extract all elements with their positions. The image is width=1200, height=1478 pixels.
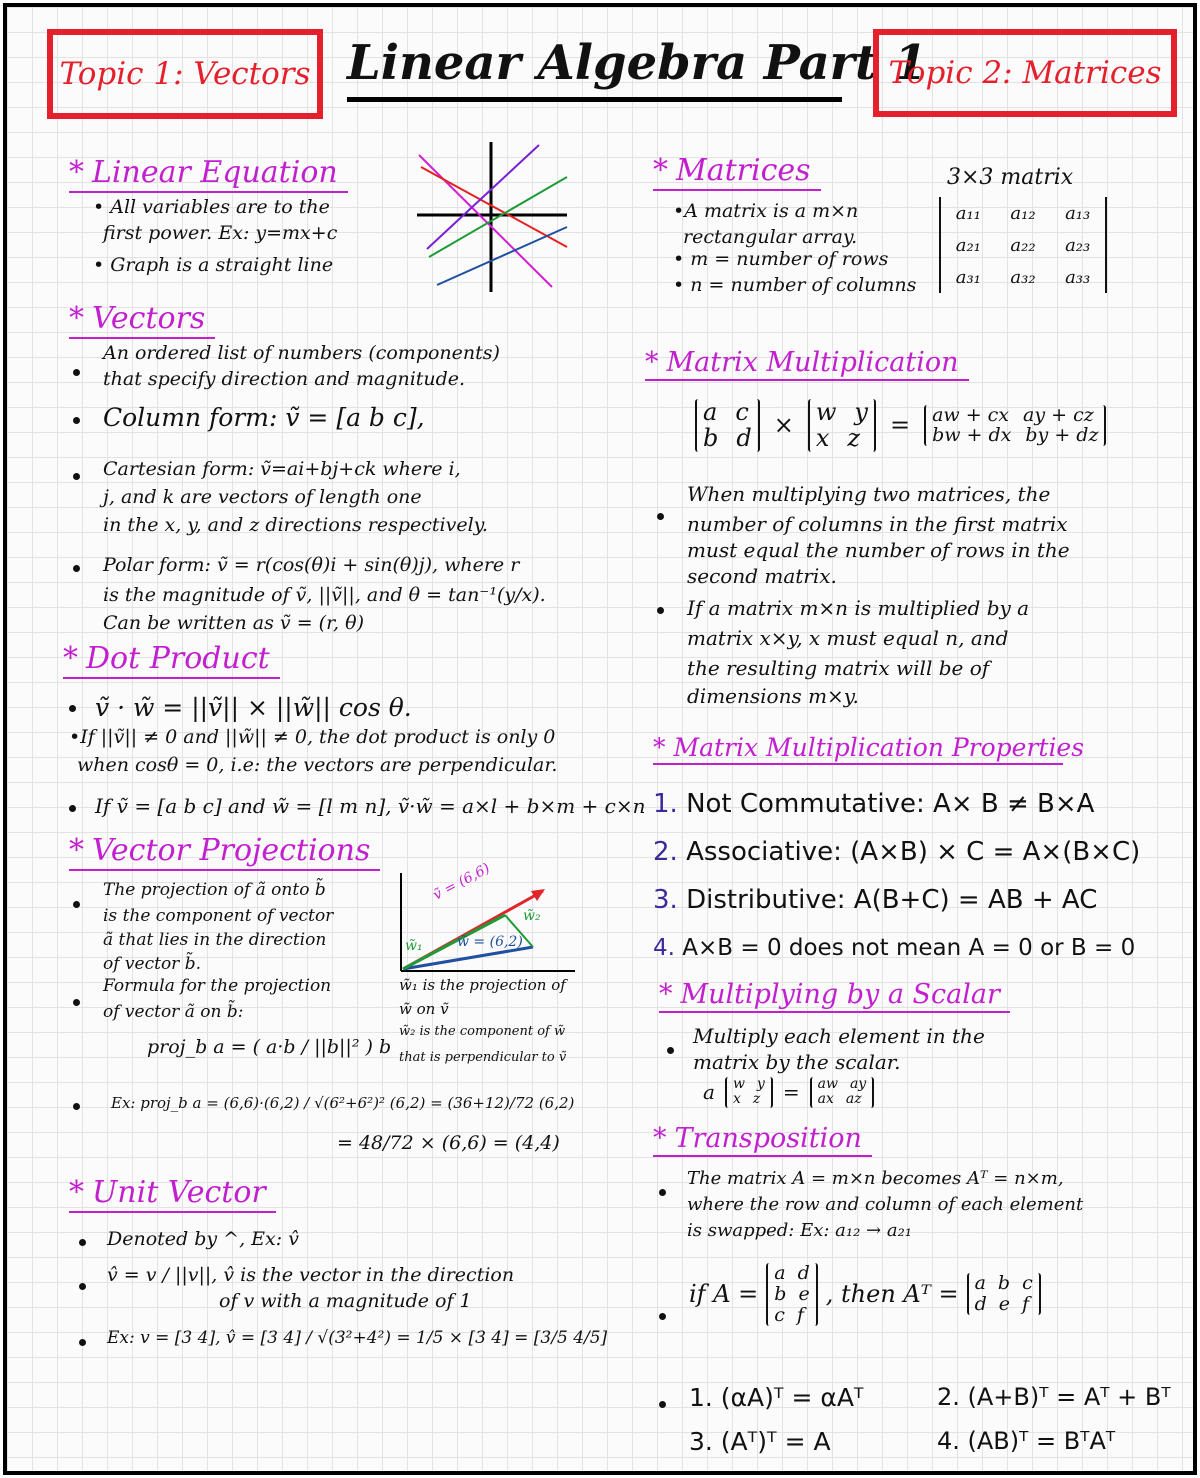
- notes-page: [3, 3, 1197, 1475]
- graph-line-magenta: [419, 155, 552, 287]
- scalar-matrix: w y x z: [725, 1077, 773, 1108]
- bullet: [73, 369, 80, 376]
- scalar-line2: matrix by the scalar.: [693, 1050, 901, 1074]
- projection-formula-intro1: Formula for the projection: [103, 976, 332, 996]
- mult-rule-line4: second matrix.: [687, 564, 837, 588]
- mult-dim-line4: dimensions m×y.: [687, 684, 859, 708]
- mult-dim-line1: If a matrix m×n is multiplied by a: [687, 596, 1030, 620]
- matrices-line4: • n = number of columns: [673, 274, 917, 296]
- unit-vector-definition2: of v with a magnitude of 1: [219, 1290, 472, 1312]
- bullet: [73, 473, 80, 480]
- matrices-heading: * Matrices: [653, 153, 821, 191]
- unit-vector-heading: * Unit Vector: [69, 1175, 276, 1213]
- bullet: [659, 1401, 666, 1408]
- matrix-cell: a₁₁: [955, 202, 981, 224]
- topic2-box: [873, 29, 1177, 117]
- dot-product-formula: ṽ · w̃ = ||ṽ|| × ||w̃|| cos θ.: [95, 693, 412, 722]
- equals-icon: =: [782, 1080, 800, 1105]
- star-icon: *: [69, 833, 84, 868]
- vectors-def-line2: that specify direction and magnitude.: [103, 368, 466, 390]
- scalar-example: [703, 1077, 874, 1108]
- vectors-def-line1: An ordered list of numbers (components): [103, 342, 500, 364]
- projection-formula-intro2: of vector ã on b̃:: [103, 1002, 244, 1022]
- bullet: [659, 1189, 666, 1196]
- transposition-line1: The matrix A = m×n becomes Aᵀ = n×m,: [687, 1168, 1064, 1189]
- scalar-symbol: a: [703, 1080, 715, 1105]
- projection-example-line2: = 48/72 × (6,6) = (4,4): [337, 1132, 560, 1154]
- transpose-prop-4: 4. (AB)ᵀ = BᵀAᵀ: [937, 1427, 1116, 1455]
- diagram-note3: w̃₂ is the component of w̃: [399, 1024, 566, 1039]
- bullet: [73, 999, 80, 1006]
- bullet: [657, 513, 664, 520]
- matrices-line3: • m = number of rows: [673, 248, 889, 270]
- star-icon: *: [653, 733, 666, 762]
- projection-def-line1: The projection of ã onto b̃: [103, 880, 326, 900]
- graph-line-blue: [437, 227, 567, 285]
- matrix-a: a c b d: [695, 399, 760, 452]
- star-icon: *: [653, 153, 668, 188]
- mult-rule-line3: must equal the number of rows in the: [687, 538, 1070, 562]
- matrix-cell: a₂₃: [1065, 234, 1091, 256]
- dot-product-condition1: •If ||ṽ|| ≠ 0 and ||w̃|| ≠ 0, the dot product is only 0: [69, 726, 556, 748]
- polar-line3: Can be written as ṽ = (r, θ): [103, 612, 364, 634]
- transposition-heading: * Transposition: [653, 1123, 872, 1157]
- matrix-multiplication-heading: * Matrix Multiplication: [645, 347, 969, 381]
- matrix-cell: a₂₂: [1010, 234, 1036, 256]
- bullet: [667, 1047, 674, 1054]
- topic1-label: Topic 1: Vectors: [59, 56, 311, 92]
- projection-diagram: [395, 869, 585, 979]
- diagram-w-label: w̃ = (6,2): [457, 934, 523, 950]
- cartesian-line1: Cartesian form: ṽ=ai+bj+ck where i,: [103, 458, 461, 480]
- bullet: [69, 805, 76, 812]
- bullet: [659, 1313, 666, 1320]
- mult-dim-line2: matrix x×y, x must equal n, and: [687, 626, 1009, 650]
- property-2: 2. Associative: (A×B) × C = A×(B×C): [653, 837, 1141, 867]
- scalar-result-matrix: aw ay ax az: [810, 1077, 875, 1108]
- properties-heading: * Matrix Multiplication Properties: [653, 733, 1063, 765]
- diagram-w2-label: w̃₂: [523, 908, 541, 924]
- transposition-line3: is swapped: Ex: a₁₂ → a₂₁: [687, 1220, 913, 1241]
- linear-equation-line3: • Graph is a straight line: [93, 254, 334, 276]
- star-icon: *: [69, 155, 84, 190]
- transpose-prop-2: 2. (A+B)ᵀ = Aᵀ + Bᵀ: [937, 1383, 1171, 1411]
- bullet: [657, 607, 664, 614]
- transpose-example: [689, 1263, 1041, 1326]
- polar-line2: is the magnitude of ṽ, ||ṽ||, and θ = tan⁻¹(y/x).: [103, 584, 546, 606]
- property-3: 3. Distributive: A(B+C) = AB + AC: [653, 885, 1098, 915]
- matrix-3x3: [939, 197, 1107, 293]
- transposition-line2: where the row and column of each element: [687, 1194, 1084, 1215]
- matrix-multiplication-example: [695, 399, 1106, 452]
- matrix-cell: a₃₃: [1065, 266, 1091, 288]
- graph-line-green: [429, 177, 567, 257]
- star-icon: *: [69, 301, 84, 336]
- linear-equation-line2: first power. Ex: y=mx+c: [103, 222, 338, 244]
- bullet: [73, 1103, 80, 1110]
- vectors-heading: * Vectors: [69, 301, 215, 339]
- matrix-3x3-label: 3×3 matrix: [947, 165, 1074, 190]
- matrix-cell: a₃₁: [955, 266, 981, 288]
- matrix-cell: a₁₂: [1010, 202, 1036, 224]
- transpose-matrix-a: a d b e c f: [766, 1263, 818, 1326]
- bullet: [73, 565, 80, 572]
- scalar-heading: * Multiplying by a Scalar: [659, 979, 1010, 1013]
- mult-dim-line3: the resulting matrix will be of: [687, 656, 990, 680]
- topic1-box: [47, 29, 323, 119]
- bullet: [73, 901, 80, 908]
- linear-equation-heading: * Linear Equation: [69, 155, 348, 193]
- scalar-line1: Multiply each element in the: [693, 1024, 985, 1048]
- topic2-label: Topic 2: Matrices: [888, 55, 1162, 91]
- transpose-then-text: , then Aᵀ =: [825, 1280, 959, 1309]
- column-form: Column form: ṽ = [a b c],: [103, 403, 425, 432]
- transpose-if-text: if A =: [689, 1280, 759, 1309]
- transpose-prop-1: 1. (αA)ᵀ = αAᵀ: [689, 1383, 864, 1412]
- linear-graph: [407, 137, 577, 297]
- dot-product-components: If ṽ = [a b c] and w̃ = [l m n], ṽ·w̃ = a×l + b×m + c×n: [95, 794, 646, 818]
- graph-line-purple: [427, 145, 539, 249]
- mult-rule-line1: When multiplying two matrices, the: [687, 482, 1051, 506]
- matrix-result: aw + cx ay + cz bw + dx by + dz: [924, 405, 1106, 447]
- equals-icon: =: [889, 411, 911, 440]
- unit-vector-definition1: v̂ = v / ||v||, v̂ is the vector in the direction: [107, 1264, 515, 1286]
- diagram-note4: that is perpendicular to ṽ: [399, 1050, 567, 1065]
- dot-product-condition2: when cosθ = 0, i.e: the vectors are perpendicular.: [77, 754, 558, 776]
- projection-def-line4: of vector b̃.: [103, 954, 201, 974]
- bullet: [69, 705, 76, 712]
- dot-product-heading: * Dot Product: [63, 641, 280, 679]
- bullet: [73, 417, 80, 424]
- matrix-cell: a₂₁: [955, 234, 981, 256]
- bullet: [79, 1339, 86, 1346]
- projection-example-line1: Ex: proj_b a = (6,6)·(6,2) / √(6²+6²)² (6,2) = (36+12)/72 (6,2): [111, 1094, 575, 1112]
- diagram-w1-label: w̃₁: [405, 938, 423, 954]
- polar-line1: Polar form: ṽ = r(cos(θ)i + sin(θ)j), where r: [103, 554, 520, 576]
- diagram-note1: w̃₁ is the projection of: [399, 976, 566, 994]
- bullet: [79, 1283, 86, 1290]
- diagram-v-label: ṽ = (6,6): [430, 860, 493, 904]
- projection-formula: proj_b a = ( a·b / ||b||² ) b: [147, 1036, 392, 1058]
- cartesian-line3: in the x, y, and z directions respectively.: [103, 514, 488, 536]
- matrices-line2: rectangular array.: [683, 226, 858, 248]
- unit-vector-example: Ex: v = [3 4], v̂ = [3 4] / √(3²+4²) = 1/5 × [3 4] = [3/5 4/5]: [107, 1328, 608, 1348]
- page-title: Linear Algebra Part 1: [347, 35, 842, 102]
- star-icon: *: [645, 347, 659, 378]
- property-4: 4. A×B = 0 does not mean A = 0 or B = 0: [653, 935, 1136, 961]
- cartesian-line2: j, and k are vectors of length one: [103, 486, 422, 508]
- matrix-b: w y x z: [808, 399, 876, 452]
- matrices-line1: •A matrix is a m×n: [673, 200, 859, 222]
- projection-def-line3: ã that lies in the direction: [103, 930, 327, 950]
- matrix-cell: a₁₃: [1065, 202, 1091, 224]
- linear-equation-line1: • All variables are to the: [93, 196, 330, 218]
- property-1: 1. Not Commutative: A× B ≠ B×A: [653, 789, 1095, 819]
- star-icon: *: [63, 641, 78, 676]
- matrix-cell: a₃₂: [1010, 266, 1036, 288]
- mult-rule-line2: number of columns in the first matrix: [687, 512, 1068, 536]
- bullet: [79, 1239, 86, 1246]
- projection-def-line2: is the component of vector: [103, 906, 334, 926]
- star-icon: *: [653, 1123, 667, 1154]
- times-icon: ×: [773, 411, 794, 440]
- star-icon: *: [659, 979, 673, 1010]
- star-icon: *: [69, 1175, 84, 1210]
- transpose-prop-3: 3. (Aᵀ)ᵀ = A: [689, 1427, 831, 1456]
- diagram-note2: w̃ on ṽ: [399, 1000, 449, 1018]
- unit-vector-notation: Denoted by ^, Ex: v̂: [107, 1228, 299, 1250]
- transpose-matrix-at: a b c d e f: [967, 1273, 1041, 1315]
- vector-projections-heading: * Vector Projections: [69, 833, 380, 871]
